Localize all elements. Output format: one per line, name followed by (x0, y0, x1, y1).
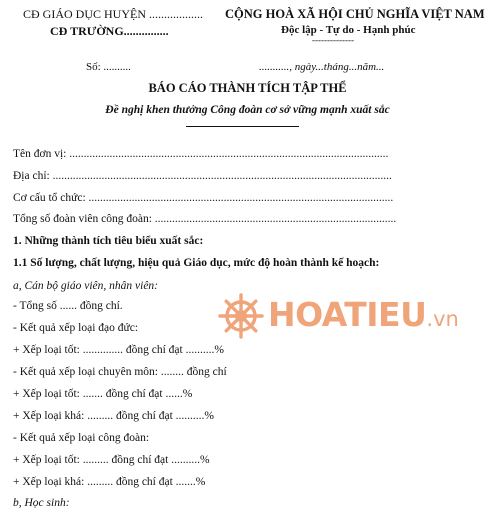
watermark-logo (218, 291, 480, 343)
field-member-count: Tổng số đoàn viên công đoàn: .................................................................................... (13, 213, 397, 225)
ship-wheel-icon (218, 293, 264, 339)
list-item: - Kết quả xếp loại đạo đức: (13, 322, 139, 334)
list-item: + Xếp loại tốt: ....... đồng chí đạt ......% (13, 388, 193, 400)
doc-number: Số: .......... (86, 61, 131, 73)
field-structure: Cơ cấu tổ chức: .......................................................................................................... (13, 192, 394, 204)
list-item: - Tổng số ...... đồng chí. (13, 300, 123, 312)
list-item: - Kết quả xếp loại công đoàn: (13, 432, 150, 444)
title-underline (186, 126, 299, 127)
field-address: Địa chỉ: ...................................................................................................................... (13, 170, 392, 182)
header-country: CỘNG HOÀ XÃ HỘI CHỦ NGHĨA VIỆT NAM (225, 7, 485, 21)
list-item: + Xếp loại tốt: .............. đồng chí đạt ..........% (13, 344, 224, 356)
watermark-suffix: .vn (426, 307, 459, 331)
list-item: + Xếp loại tốt: ......... đồng chí đạt ..........% (13, 454, 210, 466)
watermark-brand: HOATIEU (268, 295, 427, 334)
section-1-heading: 1. Những thành tích tiêu biểu xuất sắc: (13, 235, 204, 247)
doc-date: ..........., ngày...tháng...năm... (259, 61, 385, 73)
field-unit-name: Tên đơn vị: ............................................................................................................... (13, 148, 389, 160)
subsection-a: a, Cán bộ giáo viên, nhân viên: (13, 280, 159, 292)
header-union-district: CĐ GIÁO DỤC HUYỆN .................. (23, 7, 203, 21)
list-item: - Kết quả xếp loại chuyên môn: ........ đồng chí (13, 366, 227, 378)
header-motto: Độc lập - Tự do - Hạnh phúc (281, 24, 416, 36)
header-union-school: CĐ TRƯỜNG............... (50, 24, 169, 38)
list-item: + Xếp loại khá: ......... đồng chí đạt .......% (13, 476, 206, 488)
header-dash: -------------- (312, 35, 354, 45)
section-1-1-heading: 1.1 Số lượng, chất lượng, hiệu quả Giáo dục, mức độ hoàn thành kế hoạch: (13, 257, 380, 269)
subsection-b: b, Học sinh: (13, 497, 70, 509)
doc-title: BÁO CÁO THÀNH TÍCH TẬP THỂ (148, 81, 347, 95)
doc-subtitle: Đề nghị khen thưởng Công đoàn cơ sở vững mạnh xuất sắc (105, 104, 390, 116)
list-item: + Xếp loại khá: ......... đồng chí đạt ..........% (13, 410, 214, 422)
